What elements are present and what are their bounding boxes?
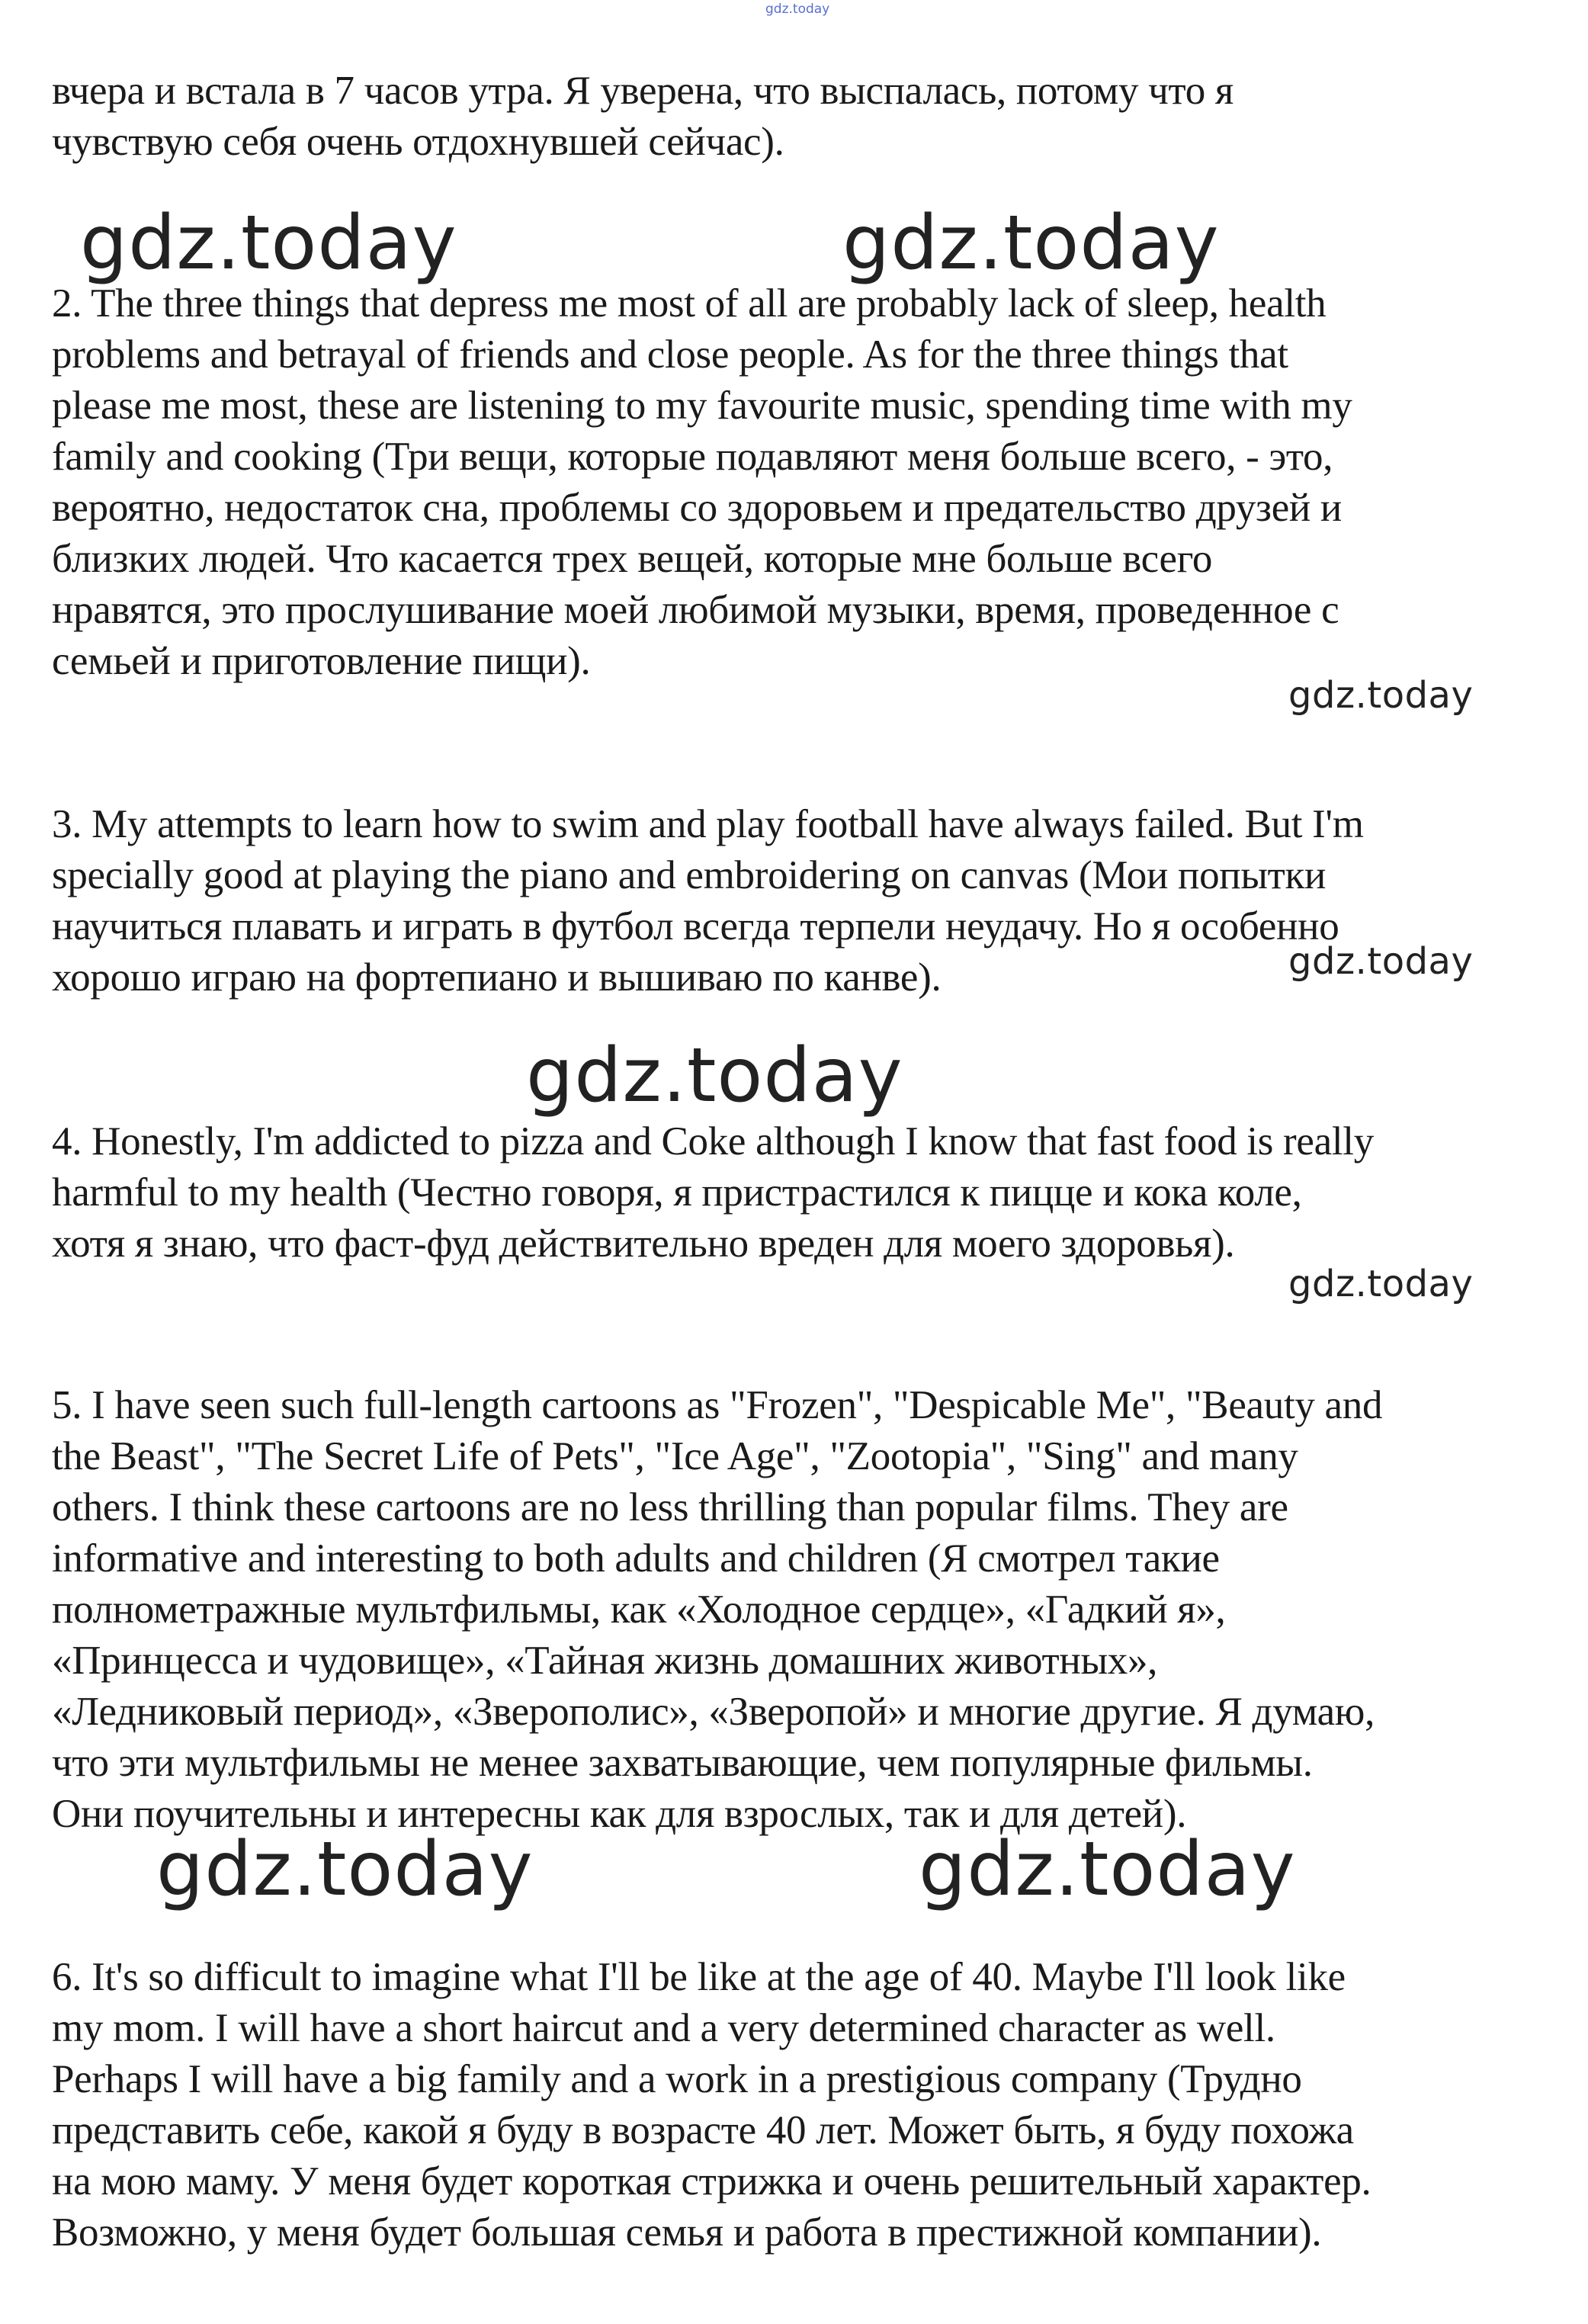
text-line: my mom. I will have a short haircut and a very determined character as well. <box>52 2006 1275 2050</box>
answer-4 <box>52 1116 1546 1270</box>
text-line: чувствую себя очень отдохнувшей сейчас). <box>52 120 784 164</box>
answer-6 <box>52 1952 1546 2258</box>
text-line: specially good at playing the piano and embroidering on canvas (Мои попытки <box>52 853 1327 897</box>
text-line: нравятся, это прослушивание моей любимой музыки, время, проведенное с <box>52 588 1339 632</box>
text-line: 3. My attempts to learn how to swim and play football have always failed. But I'm <box>52 802 1364 846</box>
text-line: на мою маму. У меня будет короткая стрижка и очень решительный характер. <box>52 2159 1371 2204</box>
text-line: вероятно, недостаток сна, проблемы со здоровьем и предательство друзей и <box>52 486 1342 530</box>
watermark: gdz.today <box>1288 1263 1474 1305</box>
text-line: представить себе, какой я буду в возрасте 40 лет. Может быть, я буду похожа <box>52 2108 1354 2152</box>
text-line: научиться плавать и играть в футбол всегда терпели неудачу. Но я особенно <box>52 904 1339 949</box>
text-line: 6. It's so difficult to imagine what I'll be like at the age of 40. Maybe I'll look like <box>52 1955 1346 1999</box>
watermark: gdz.today <box>80 200 457 287</box>
text-line: family and cooking (Три вещи, которые подавляют меня больше всего, - это, <box>52 435 1333 479</box>
text-line: the Beast", "The Secret Life of Pets", "Ice Age", "Zootopia", "Sing" and many <box>52 1434 1298 1478</box>
text-line: хорошо играю на фортепиано и вышиваю по канве). <box>52 955 942 1000</box>
watermark: gdz.today <box>156 1826 534 1913</box>
answer-2 <box>52 278 1546 687</box>
text-line: informative and interesting to both adults and children (Я смотрел такие <box>52 1536 1220 1581</box>
text-line: please me most, these are listening to my favourite music, spending time with my <box>52 384 1352 428</box>
text-line: полнометражные мультфильмы, как «Холодное сердце», «Гадкий я», <box>52 1587 1226 1632</box>
watermark: gdz.today <box>1288 674 1474 717</box>
text-line: близких людей. Что касается трех вещей, которые мне больше всего <box>52 537 1213 581</box>
text-line: Возможно, у меня будет большая семья и работа в престижной компании). <box>52 2210 1322 2255</box>
text-line: 2. The three things that depress me most of all are probably lack of sleep, health <box>52 281 1327 326</box>
text-line: harmful to my health (Честно говоря, я пристрастился к пицце и кока коле, <box>52 1170 1302 1215</box>
text-line: «Принцесса и чудовище», «Тайная жизнь домашних животных», <box>52 1639 1158 1683</box>
text-line: 4. Honestly, I'm addicted to pizza and Coke although I know that fast food is really <box>52 1119 1374 1164</box>
answer-1-continuation <box>52 66 1546 168</box>
text-line: хотя я знаю, что фаст-фуд действительно вреден для моего здоровья). <box>52 1221 1235 1266</box>
text-line: others. I think these cartoons are no less thrilling than popular films. They are <box>52 1485 1288 1530</box>
watermark: gdz.today <box>919 1826 1296 1913</box>
text-line: вчера и встала в 7 часов утра. Я уверена, что выспалась, потому что я <box>52 69 1234 113</box>
text-line: 5. I have seen such full-length cartoons as "Frozen", "Despicable Me", "Beauty and <box>52 1383 1383 1427</box>
text-line: «Ледниковый период», «Зверополис», «Зверопой» и многие другие. Я думаю, <box>52 1690 1375 1734</box>
watermark: gdz.today <box>842 200 1220 287</box>
text-line: семьей и приготовление пищи). <box>52 639 591 683</box>
answer-5 <box>52 1380 1546 1840</box>
text-line: problems and betrayal of friends and close people. As for the three things that <box>52 332 1288 377</box>
text-line: Perhaps I will have a big family and a work in a prestigious company (Трудно <box>52 2057 1302 2101</box>
header-site-mark: gdz.today <box>765 2 830 17</box>
text-line: Они поучительны и интересны как для взрослых, так и для детей). <box>52 1792 1187 1836</box>
watermark: gdz.today <box>526 1032 903 1119</box>
watermark: gdz.today <box>1288 940 1474 983</box>
text-line: что эти мультфильмы не менее захватывающие, чем популярные фильмы. <box>52 1741 1313 1785</box>
